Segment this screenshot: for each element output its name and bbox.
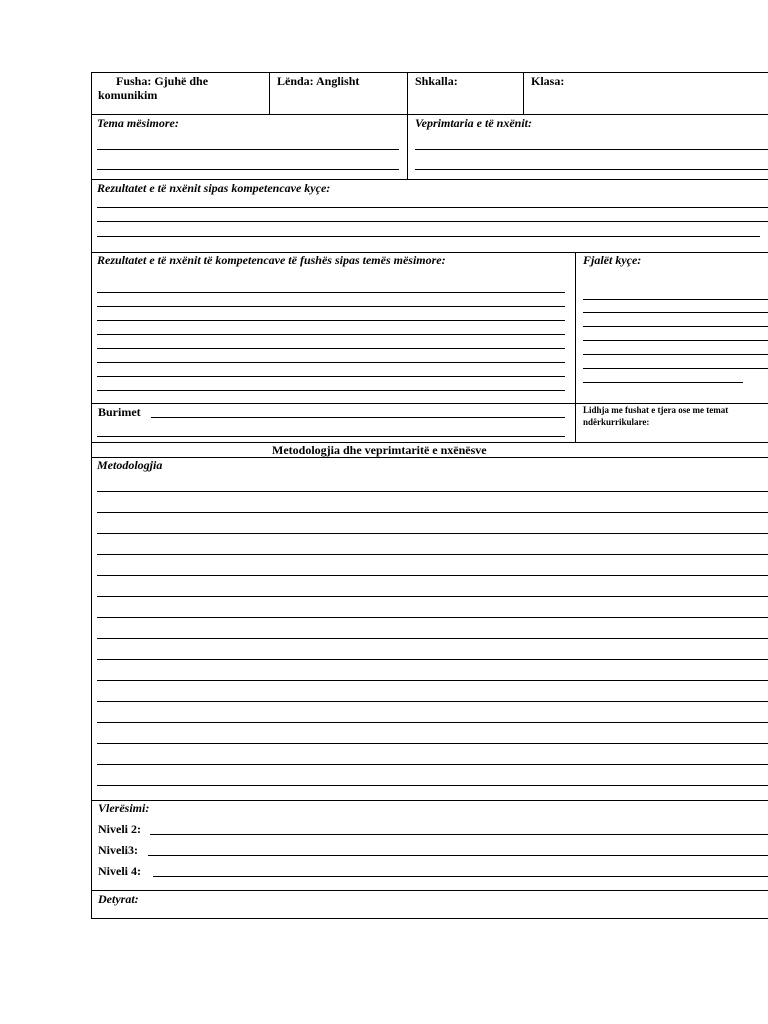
klasa-label: Klasa: (531, 74, 565, 88)
metodologjia-write-line[interactable] (97, 659, 768, 660)
niveli2-write-line[interactable] (150, 834, 768, 835)
header-divider-1 (269, 72, 270, 115)
rezultatet-fusha-write-line[interactable] (97, 292, 565, 293)
fjalet-write-line[interactable] (583, 312, 768, 313)
metodologjia-write-line[interactable] (97, 722, 768, 723)
detyrat-label: Detyrat: (98, 892, 139, 906)
metodologjia-write-line[interactable] (97, 785, 768, 786)
rezultatet-fusha-write-line[interactable] (97, 362, 565, 363)
rezultatet-fusha-write-line[interactable] (97, 306, 565, 307)
fusha-label: Fusha: Gjuhë dhe (116, 74, 209, 88)
veprimtaria-write-line[interactable] (415, 149, 768, 150)
fjalet-kyce-label: Fjalët kyçe: (583, 253, 642, 267)
niveli3-write-line[interactable] (148, 855, 768, 856)
vleresimi-label: Vlerësimi: (98, 801, 150, 815)
form-left-border (91, 72, 92, 919)
rezultatet-fusha-write-line[interactable] (97, 334, 565, 335)
rezultatet-fusha-write-line[interactable] (97, 376, 565, 377)
metodologjia-write-line[interactable] (97, 638, 768, 639)
header-divider-2 (407, 72, 408, 115)
rezultatet-kompetenca-write-line[interactable] (97, 207, 768, 208)
rezultatet-fusha-write-line[interactable] (97, 348, 565, 349)
lidhja-label-cont: ndërkurrikulare: (583, 417, 650, 427)
vleresimi-bottom-border (91, 890, 768, 891)
row2-bottom-border (91, 179, 768, 180)
metodologjia-write-line[interactable] (97, 680, 768, 681)
rezultatet-kompetenca-label: Rezultatet e të nxënit sipas kompetencave kyçe: (97, 181, 331, 195)
niveli3-label: Niveli3: (98, 843, 138, 857)
burimet-write-line[interactable] (151, 417, 565, 418)
metodologjia-title-border (91, 457, 768, 458)
metodologjia-write-line[interactable] (97, 575, 768, 576)
metodologjia-write-line[interactable] (97, 617, 768, 618)
fjalet-write-line[interactable] (583, 354, 768, 355)
row1-bottom-border (91, 114, 768, 115)
lenda-label: Lënda: Anglisht (277, 74, 360, 88)
tema-write-line[interactable] (97, 169, 399, 170)
fusha-label-cont: komunikim (98, 88, 158, 102)
metodologjia-write-line[interactable] (97, 512, 768, 513)
rezultatet-kompetenca-write-line[interactable] (97, 221, 768, 222)
niveli2-label: Niveli 2: (98, 822, 141, 836)
metodologjia-label: Metodologjia (97, 458, 163, 472)
metodologjia-write-line[interactable] (97, 764, 768, 765)
rezultatet-fusha-label: Rezultatet e të nxënit të kompetencave të fushës sipas temës mësimore: (97, 253, 446, 267)
metodologjia-write-line[interactable] (97, 743, 768, 744)
lidhja-label: Lidhja me fushat e tjera ose me temat (583, 405, 729, 415)
rezultatet-fusha-write-line[interactable] (97, 390, 565, 391)
metodologjia-write-line[interactable] (97, 533, 768, 534)
fjalet-write-line[interactable] (583, 340, 768, 341)
niveli4-label: Niveli 4: (98, 864, 141, 878)
form-bottom-border (91, 918, 768, 919)
rezultatet-kompetenca-write-line[interactable] (97, 236, 760, 237)
metodologjia-section-title: Metodologjia dhe veprimtaritë e nxënësve (272, 443, 487, 457)
form-top-border (91, 72, 768, 73)
fjalet-write-line[interactable] (583, 368, 768, 369)
veprimtaria-write-line[interactable] (415, 169, 768, 170)
fjalet-write-line[interactable] (583, 299, 768, 300)
fjalet-write-line[interactable] (583, 382, 743, 383)
burimet-write-line[interactable] (97, 436, 565, 437)
row4-bottom-border (91, 403, 768, 404)
rezultatet-fusha-write-line[interactable] (97, 320, 565, 321)
niveli4-write-line[interactable] (153, 876, 768, 877)
metodologjia-write-line[interactable] (97, 491, 768, 492)
burimet-label: Burimet (98, 405, 141, 419)
row2-divider (407, 114, 408, 180)
tema-label: Tema mësimore: (97, 116, 179, 130)
metodologjia-write-line[interactable] (97, 701, 768, 702)
fjalet-write-line[interactable] (583, 326, 768, 327)
tema-write-line[interactable] (97, 149, 399, 150)
header-divider-3 (523, 72, 524, 115)
metodologjia-bottom-border (91, 800, 768, 801)
row4-divider (575, 252, 576, 442)
metodologjia-write-line[interactable] (97, 554, 768, 555)
shkalla-label: Shkalla: (415, 74, 458, 88)
veprimtaria-label: Veprimtaria e të nxënit: (415, 116, 532, 130)
metodologjia-write-line[interactable] (97, 596, 768, 597)
